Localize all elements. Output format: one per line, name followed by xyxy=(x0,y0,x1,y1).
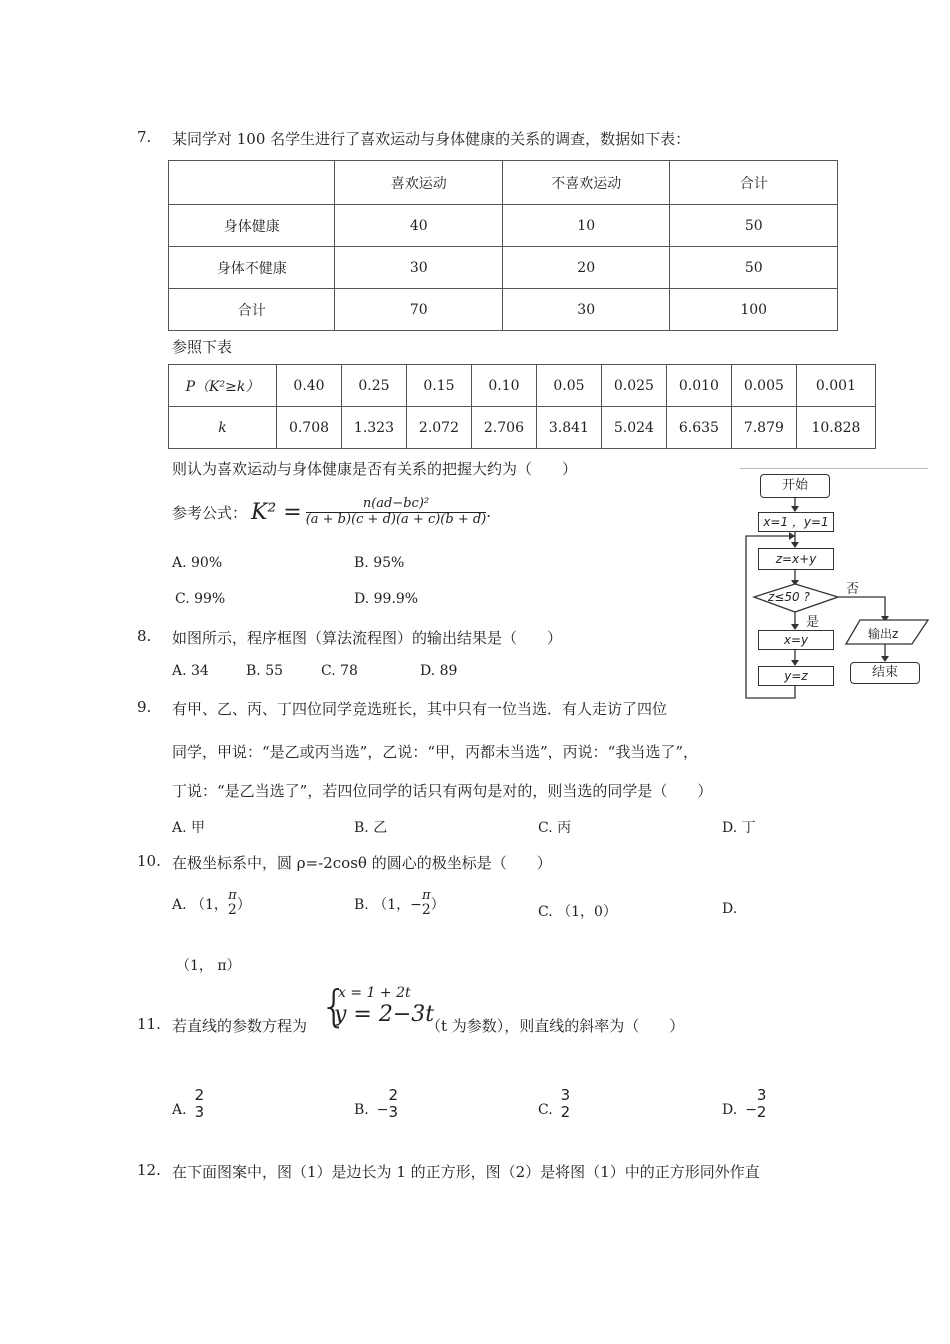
flowchart xyxy=(740,466,935,706)
q9-option-b: B. 乙 xyxy=(354,820,388,836)
q9-option-d: D. 丁 xyxy=(722,820,756,836)
table1-header-cell xyxy=(169,161,335,205)
frac-den: 3 xyxy=(194,1102,205,1121)
q8-option-a: A. 34 xyxy=(172,663,209,679)
q10-option-b xyxy=(354,884,445,924)
q9-line1: 有甲、乙、丙、丁四位同学竞选班长，其中只有一位当选．有人走访了四位 xyxy=(172,700,668,718)
q10-number: 10. xyxy=(137,852,161,870)
table1-cell: 70 xyxy=(335,289,502,331)
flowchart-step2: x=y xyxy=(758,630,834,650)
frac-den: 2 xyxy=(756,1102,767,1121)
q10-option-a xyxy=(172,884,251,924)
q9-line2: 同学，甲说：“是乙或丙当选”，乙说：“甲，丙都未当选”，丙说：“我当选了”， xyxy=(172,743,699,761)
q10-option-c: C. （1，0） xyxy=(538,904,617,920)
formula-numerator: n(ad−bc)² xyxy=(362,496,430,512)
q7-option-d: D. 99.9% xyxy=(354,591,419,607)
frac-den: 3 xyxy=(388,1102,399,1121)
q7-text: 某同学对 100 名学生进行了喜欢运动与身体健康的关系的调查，数据如下表： xyxy=(172,130,691,148)
q12-number: 12. xyxy=(137,1161,161,1179)
q10-text: 在极坐标系中，圆 ρ=-2cosθ 的圆心的极坐标是（ ） xyxy=(172,854,552,872)
flowchart-step3: y=z xyxy=(758,666,834,686)
opt-frac xyxy=(388,1087,398,1120)
q8-option-d: D. 89 xyxy=(420,663,458,679)
table2-cell: 0.005 xyxy=(731,365,796,407)
q10-opt-b-post: ） xyxy=(430,897,445,913)
q10-opt-a-frac xyxy=(228,889,237,919)
q8-option-b: B. 55 xyxy=(246,663,284,679)
opt-label: D. xyxy=(722,1102,738,1118)
frac-num: 2 xyxy=(388,1086,399,1104)
frac-num: π xyxy=(422,888,431,904)
q11-post: （t 为参数），则直线的斜率为（ ） xyxy=(426,1017,685,1035)
flowchart-step1: z=x+y xyxy=(758,548,834,570)
flowchart-init: x=1 ，y=1 xyxy=(758,512,834,532)
table2-cell: 7.879 xyxy=(731,407,796,449)
q10-opt-b-pre: B. （1，− xyxy=(354,897,422,913)
table1-header-cell: 合计 xyxy=(670,161,838,205)
table1-cell: 身体健康 xyxy=(169,205,335,247)
q8-number: 8. xyxy=(137,627,152,645)
frac-num: π xyxy=(228,888,237,904)
table1-cell: 100 xyxy=(670,289,838,331)
q7-formula: 参考公式： K² = $\frac{\text{n(ad−bc)²}}{(a + b)(c + d)(a + c)(b + d)}$ . xyxy=(172,496,492,527)
flowchart-yes-label: 是 xyxy=(806,615,820,630)
table-row xyxy=(169,365,876,407)
table2-cell: 5.024 xyxy=(601,407,666,449)
q7-option-a: A. 90% xyxy=(172,555,223,571)
table2-cell: 0.708 xyxy=(277,407,342,449)
q11-option-d xyxy=(722,1070,766,1120)
table2-cell: 3.841 xyxy=(536,407,601,449)
table-row xyxy=(169,289,838,331)
table1-cell: 50 xyxy=(670,205,838,247)
opt-frac xyxy=(561,1087,571,1120)
q11-option-b xyxy=(354,1070,398,1120)
frac-num: 3 xyxy=(756,1086,767,1104)
table1-cell: 10 xyxy=(502,205,669,247)
table2-cell: 0.025 xyxy=(601,365,666,407)
table1-cell: 50 xyxy=(670,247,838,289)
q10-option-d-cont: （1， π） xyxy=(176,958,241,974)
table1-cell: 20 xyxy=(502,247,669,289)
q7-option-b: B. 95% xyxy=(354,555,405,571)
table2-cell: 0.010 xyxy=(666,365,731,407)
q11-option-c xyxy=(538,1070,570,1120)
table1-cell: 40 xyxy=(335,205,502,247)
table-row xyxy=(169,205,838,247)
formula-lhs: K² = xyxy=(251,499,302,525)
q7-question: 则认为喜欢运动与身体健康是否有关系的把握大约为（ ） xyxy=(172,460,578,478)
frac-den: 2 xyxy=(421,902,431,919)
opt-sign: − xyxy=(745,1102,757,1118)
q10-opt-a-post: ） xyxy=(236,897,251,913)
opt-label: A. xyxy=(172,1102,187,1118)
q7-option-c: C. 99% xyxy=(175,591,226,607)
table2-cell: 2.706 xyxy=(471,407,536,449)
opt-sign: − xyxy=(376,1102,389,1118)
q8-text: 如图所示，程序框图（算法流程图）的输出结果是（ ） xyxy=(172,629,563,647)
q11-eq1: x = 1 + 2t xyxy=(338,985,411,1001)
flowchart-condition: z≤50 ? xyxy=(768,590,810,604)
q11-pre: 若直线的参数方程为 xyxy=(172,1017,308,1035)
q9-option-c: C. 丙 xyxy=(538,820,572,836)
opt-frac xyxy=(195,1087,205,1120)
q10-option-d: D. xyxy=(722,901,738,917)
q10-opt-a-pre: A. （1， xyxy=(172,897,228,913)
table2-cell: 0.10 xyxy=(471,365,536,407)
opt-label: C. xyxy=(538,1102,553,1118)
table2-cell: 10.828 xyxy=(796,407,875,449)
table1-header-cell: 喜欢运动 xyxy=(335,161,502,205)
q9-number: 9. xyxy=(137,698,152,716)
q9-line3: 丁说：“是乙当选了”，若四位同学的话只有两句是对的，则当选的同学是（ ） xyxy=(172,782,713,800)
table1-cell: 合计 xyxy=(169,289,335,331)
flowchart-no-label: 否 xyxy=(846,582,860,597)
table1-cell: 30 xyxy=(502,289,669,331)
formula-label: 参考公式： xyxy=(172,503,248,522)
table1-cell: 30 xyxy=(335,247,502,289)
q9-option-a: A. 甲 xyxy=(172,820,206,836)
table2-cell: 6.635 xyxy=(666,407,731,449)
table2-label: k xyxy=(169,407,277,449)
flowchart-end: 结束 xyxy=(850,662,920,684)
table-row xyxy=(169,407,876,449)
opt-frac xyxy=(757,1087,767,1120)
table2-cell: 1.323 xyxy=(341,407,406,449)
flowchart-start: 开始 xyxy=(760,474,830,498)
frac-num: 3 xyxy=(560,1086,571,1104)
q12-text: 在下面图案中，图（1）是边长为 1 的正方形，图（2）是将图（1）中的正方形同外作直 xyxy=(172,1163,760,1181)
q11-eq2: y = 2−3t xyxy=(334,1002,435,1027)
frac-den: 2 xyxy=(227,902,237,919)
frac-num: 2 xyxy=(194,1086,205,1104)
q7-table2 xyxy=(168,364,876,449)
frac-den: 2 xyxy=(560,1102,571,1121)
opt-label: B. xyxy=(354,1102,369,1118)
q7-number: 7. xyxy=(137,128,152,146)
q11-brace: { xyxy=(320,981,348,1032)
table2-cell: 2.072 xyxy=(406,407,471,449)
formula-denominator: (a + b)(c + d)(a + c)(b + d) xyxy=(305,511,487,527)
ref-label: 参照下表 xyxy=(172,338,233,356)
flowchart-output: 输出z xyxy=(868,627,899,641)
table2-cell: 0.40 xyxy=(277,365,342,407)
q7-table1 xyxy=(168,160,838,331)
table1-header-cell: 不喜欢运动 xyxy=(502,161,669,205)
table2-cell: 0.15 xyxy=(406,365,471,407)
q11-option-a xyxy=(172,1070,204,1120)
table2-cell: 0.001 xyxy=(796,365,875,407)
table2-label: P（K²≥k） xyxy=(169,365,277,407)
table2-cell: 0.05 xyxy=(536,365,601,407)
q11-number: 11. xyxy=(137,1015,161,1033)
q10-opt-b-frac xyxy=(422,889,431,919)
table1-cell: 身体不健康 xyxy=(169,247,335,289)
formula-fraction xyxy=(306,497,487,527)
table2-cell: 0.25 xyxy=(341,365,406,407)
table-row xyxy=(169,247,838,289)
q8-option-c: C. 78 xyxy=(321,663,358,679)
